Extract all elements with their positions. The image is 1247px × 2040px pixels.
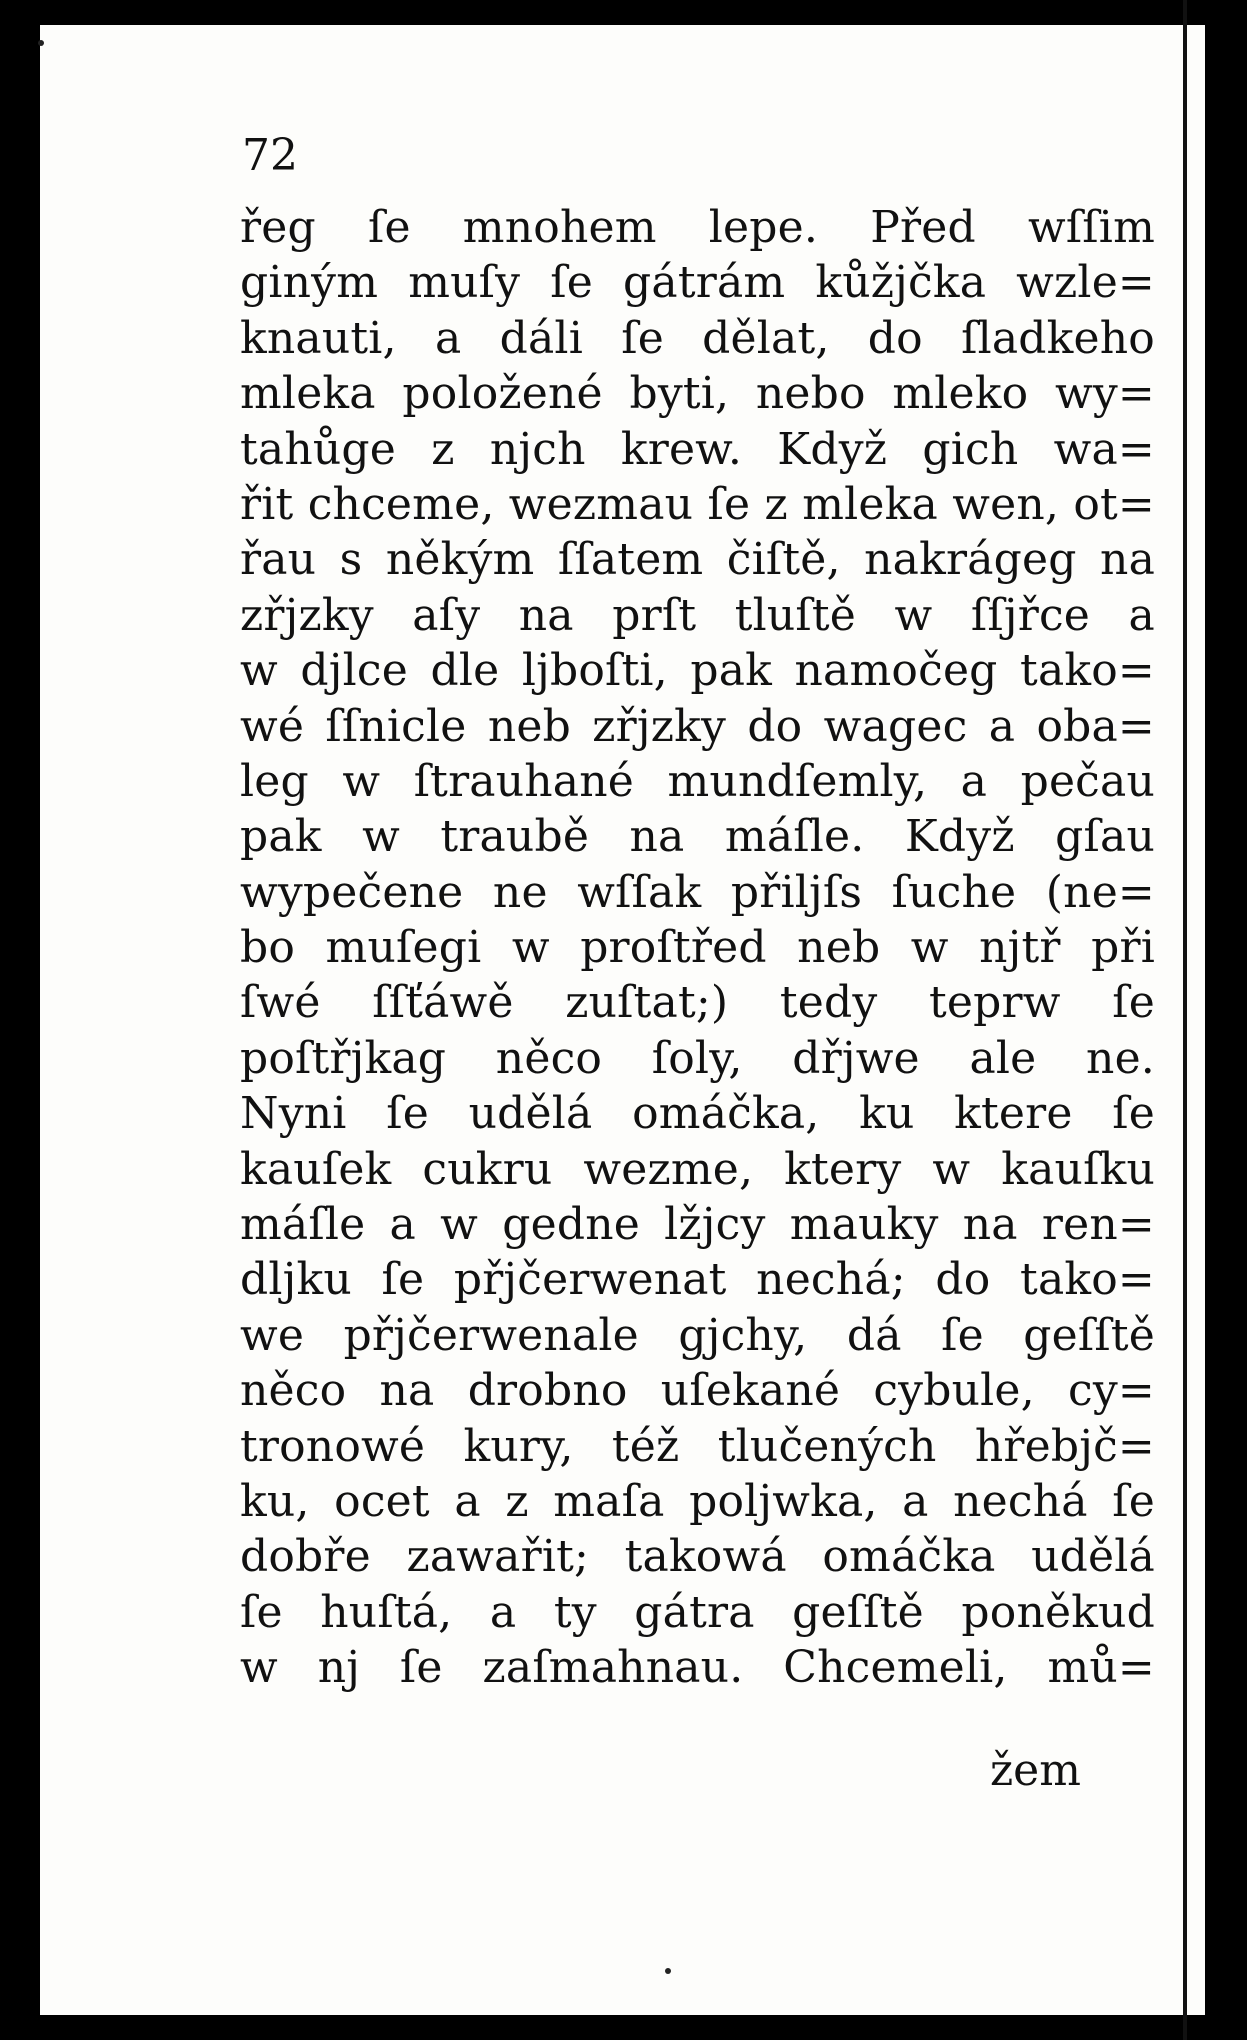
text-line: w djlce dle ljboſti, pak namočeg tako= [240,645,1155,697]
text-line: ku, ocet a z maſa poljwka, a nechá ſe [240,1475,1155,1527]
text-line: ſe huſtá, a ty gátra geſſtě poněkud [240,1586,1155,1638]
text-line: řeg ſe mnohem lepe. Před wſſim [240,202,1155,253]
text-line: ſwé ſſťáwě zuſtat;) tedy teprw ſe [240,977,1155,1029]
text-line: tahůge z njch krew. Když gich wa= [240,423,1155,475]
text-line: kauſek cukru wezme, ktery w kauſku [240,1143,1155,1195]
text-line: dljku ſe přjčerwenat nechá; do tako= [240,1254,1155,1306]
text-line: leg w ſtrauhané mundſemly, a pečau [240,755,1155,807]
text-line: Nyni ſe udělá omáčka, ku ktere ſe [240,1088,1155,1140]
text-line: wypečene ne wſſak přiljſs ſuche (ne= [240,866,1155,918]
text-line: w nj ſe zaſmahnau. Chcemeli, mů= [240,1642,1155,1694]
text-line: zřjzky aſy na prſt tluſtě w ſſjřce a [240,589,1155,641]
text-line: řau s někým ſſatem čiſtě, nakrágeg na [240,534,1155,586]
catchword: žem [990,1745,1081,1796]
text-line: řit chceme, wezmau ſe z mleka wen, ot= [240,478,1155,530]
text-line: máſle a w gedne lžjcy mauky na ren= [240,1199,1155,1251]
body-text [240,200,1155,1696]
text-line: bo muſegi w proſtřed neb w njtř při [240,922,1155,974]
ink-speck [38,40,44,46]
page-number: 72 [242,130,298,181]
text-line: něco na drobno uſekané cybule, cy= [240,1365,1155,1417]
page-edge [1183,0,1187,2040]
text-line: mleka položené byti, nebo mleko wy= [240,368,1155,420]
text-line: knauti, a dáli ſe dělat, do ſladkeho [240,312,1155,364]
text-line: poſtřjkag něco ſoly, dřjwe ale ne. [240,1032,1155,1084]
text-line: wé ſſnicle neb zřjzky do wagec a oba= [240,700,1155,752]
text-line: tronowé kury, též tlučených hřebjč= [240,1420,1155,1472]
text-line: pak w traubě na máſle. Když gſau [240,811,1155,863]
ink-speck [665,1968,671,1974]
text-line: dobře zawařit; takowá omáčka udělá [240,1531,1155,1583]
text-line: giným muſy ſe gátrám kůžjčka wzle= [240,257,1155,309]
text-line: we přjčerwenale gjchy, dá ſe geſſtě [240,1309,1155,1361]
